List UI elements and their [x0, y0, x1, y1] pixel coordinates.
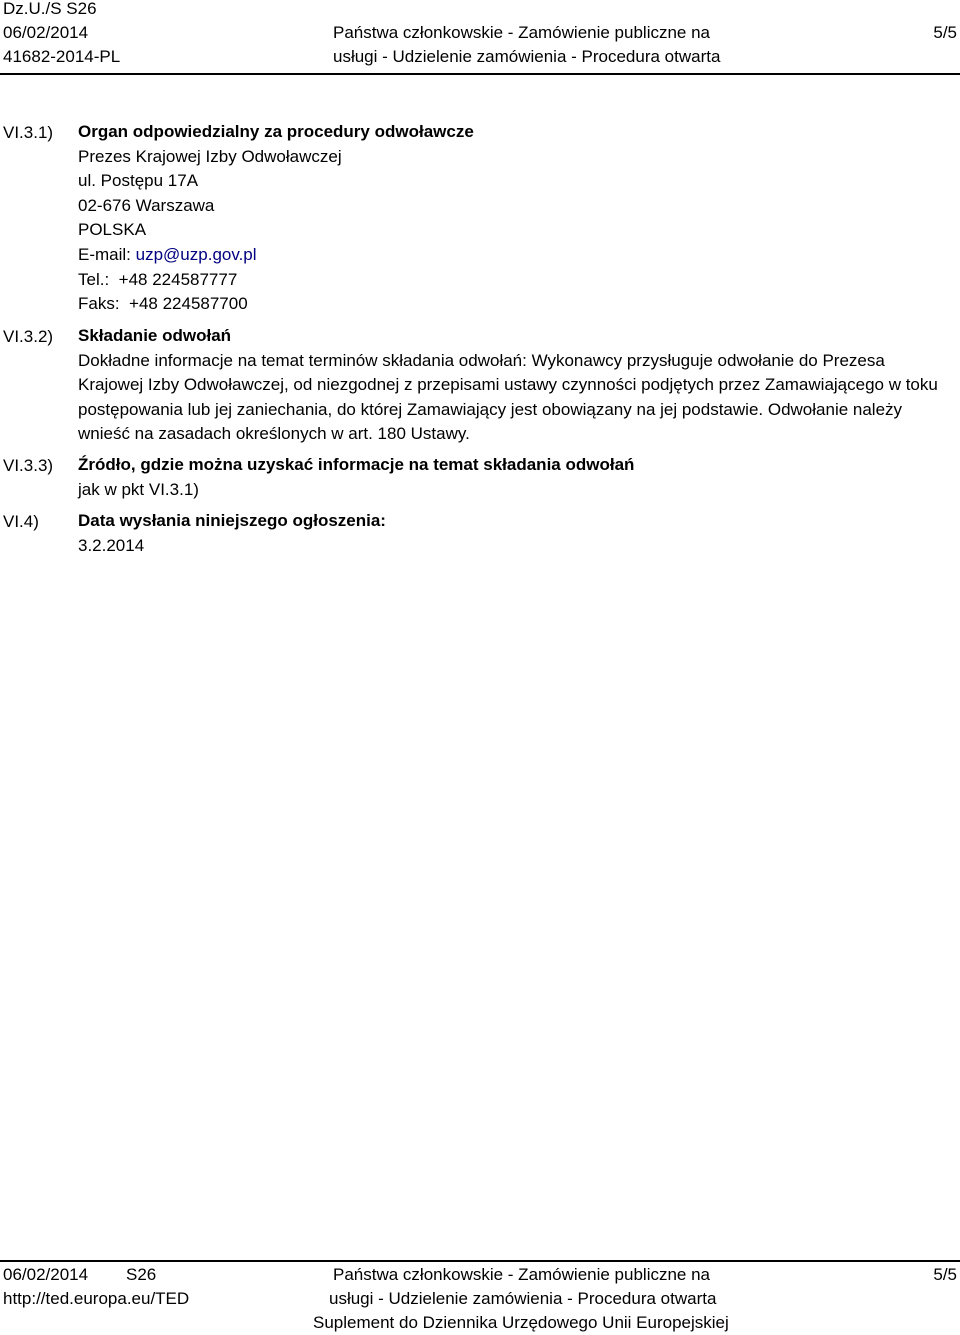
section-heading: Organ odpowiedzialny za procedury odwoławcze [78, 122, 474, 141]
section-vi31 [78, 120, 948, 317]
section-heading: Składanie odwołań [78, 326, 232, 345]
header-page: 5/5 [933, 23, 957, 42]
section-vi33 [78, 453, 948, 502]
authority-country: POLSKA [78, 220, 147, 240]
footer-series: S26 [126, 1265, 157, 1284]
fax-value: +48 224587700 [129, 294, 248, 314]
authority-street: ul. Postępu 17A [78, 171, 199, 191]
section-vi32 [78, 324, 948, 447]
section-number-vi32: VI.3.2) [3, 327, 54, 346]
section-number-vi33: VI.3.3) [3, 456, 54, 475]
section-vi4 [78, 509, 948, 558]
dispatch-date: 3.2.2014 [78, 535, 145, 555]
footer-date: 06/02/2014 [3, 1265, 89, 1284]
footer-page: 5/5 [933, 1265, 957, 1284]
email-label: E-mail: [78, 244, 131, 264]
authority-tel-row [78, 268, 948, 293]
header-notice-id: 41682-2014-PL [3, 47, 121, 66]
footer-title-line2: usługi - Udzielenie zamówienia - Procedura otwarta [329, 1289, 717, 1308]
authority-city: 02-676 Warszawa [78, 195, 215, 215]
section-heading: Data wysłania niniejszego ogłoszenia: [78, 511, 386, 530]
authority-name: Prezes Krajowej Izby Odwoławczej [78, 146, 342, 166]
section-number-vi31: VI.3.1) [3, 123, 54, 142]
header-title-line2: usługi - Udzielenie zamówienia - Procedura otwarta [333, 47, 721, 66]
tel-label: Tel.: [78, 269, 110, 289]
footer-url[interactable]: http://ted.europa.eu/TED [3, 1289, 190, 1308]
fax-label: Faks: [78, 294, 120, 314]
email-link[interactable]: uzp@uzp.gov.pl [135, 244, 257, 264]
section-text: jak w pkt VI.3.1) [78, 479, 199, 499]
header-rule [0, 73, 960, 75]
footer-title-line1: Państwa członkowskie - Zamówienie publiczne na [333, 1265, 711, 1284]
header-journal: Dz.U./S S26 [3, 0, 97, 18]
section-number-vi4: VI.4) [3, 512, 39, 531]
footer-title-line3: Suplement do Dziennika Urzędowego Unii Europejskiej [313, 1313, 729, 1332]
authority-fax-row [78, 292, 948, 317]
section-heading: Źródło, gdzie można uzyskać informacje na temat składania odwołań [78, 455, 635, 474]
header-title-line1: Państwa członkowskie - Zamówienie publiczne na [333, 23, 711, 42]
footer-rule [0, 1260, 960, 1262]
authority-email-row [78, 243, 948, 268]
section-text: Dokładne informacje na temat terminów składania odwołań: Wykonawcy przysługuje odwołanie do Prezesa Krajowej Izby Odwoławczej, od niezgodnej z przepisami ustawy czynności podjętych przez Zamawiającego w toku postępowania lub jej zaniechania, do której Zamawiający jest obowiązany na jej podstawie. Odwołanie należy wnieść na zasadach określonych w art. 180 Ustawy. [78, 350, 938, 444]
header-date: 06/02/2014 [3, 23, 89, 42]
tel-value: +48 224587777 [118, 269, 238, 289]
